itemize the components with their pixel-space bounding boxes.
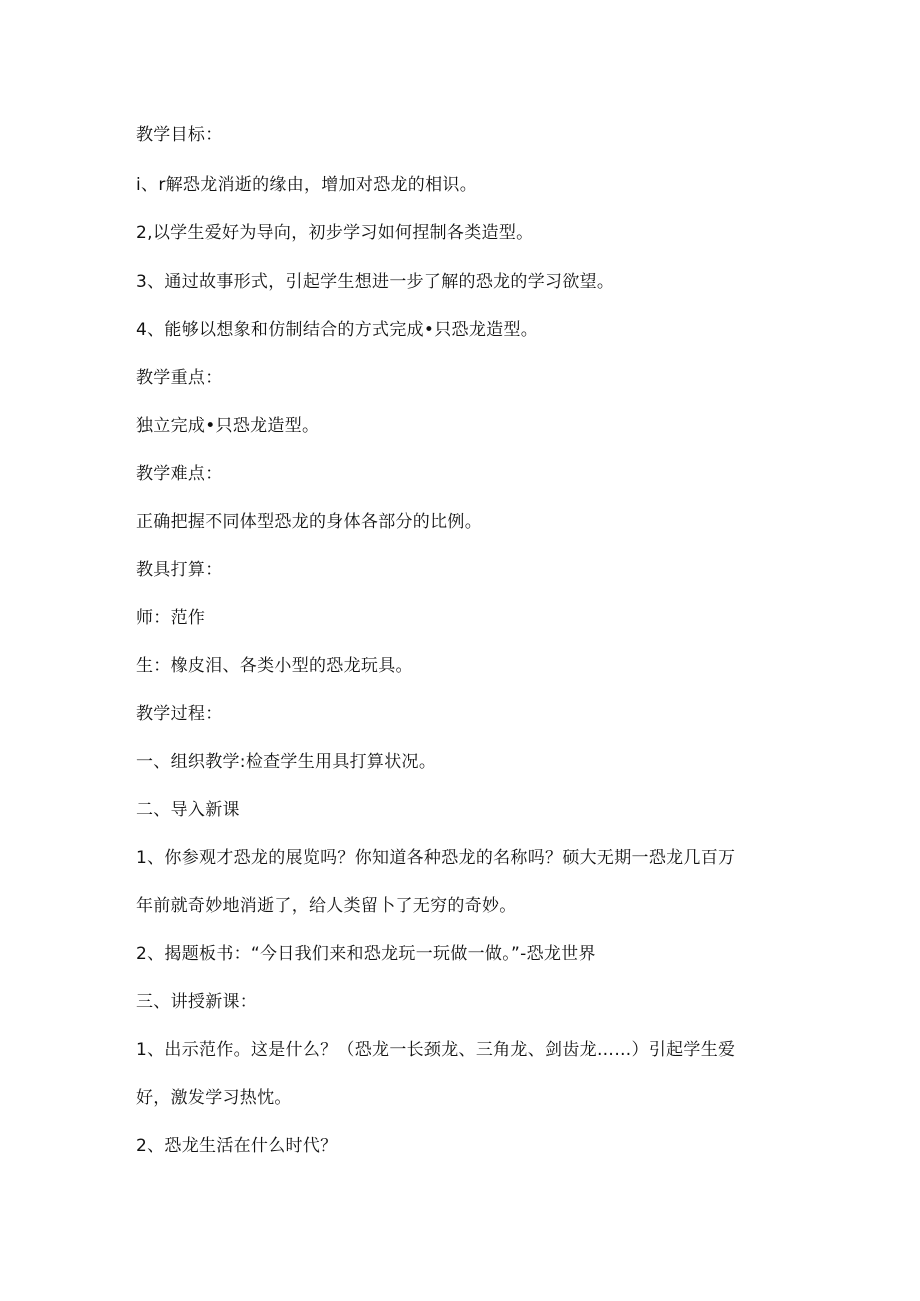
heading-teaching-process: 教学过程： bbox=[136, 704, 223, 724]
process-item-2-2: 2、揭题板书：“今日我们来和恐龙玩一玩做一做。”-恐龙世界 bbox=[136, 944, 596, 964]
heading-teaching-objectives: 教学目标： bbox=[136, 125, 223, 145]
objective-item-2: 2,以学生爱好为导向，初步学习如何捏制各类造型。 bbox=[136, 223, 534, 243]
process-item-2-1-cont: 年前就奇妙地消逝了，给人类留卜了无穷的奇妙。 bbox=[136, 896, 517, 916]
process-item-3-1: 1、出示范作。这是什么？（恐龙一长颈龙、三角龙、剑齿龙……）引起学生爱 bbox=[136, 1040, 736, 1060]
process-step-1: 一、组织教学:检查学生用具打算状况。 bbox=[136, 752, 437, 772]
process-step-2: 二、导入新课 bbox=[136, 800, 240, 820]
objective-item-3: 3、通过故事形式，引起学生想进一步了解的恐龙的学习欲望。 bbox=[136, 272, 615, 292]
process-step-3: 三、讲授新课： bbox=[136, 992, 258, 1012]
objective-item-1: i、r解恐龙消逝的缘由，增加对恐龙的相识。 bbox=[136, 175, 478, 195]
process-item-3-2: 2、恐龙生活在什么时代？ bbox=[136, 1136, 338, 1156]
process-item-3-1-cont: 好，激发学习热忱。 bbox=[136, 1088, 292, 1108]
heading-difficulties: 教学难点： bbox=[136, 464, 223, 484]
heading-teaching-aids: 教具打算： bbox=[136, 560, 223, 580]
heading-key-points: 教学重点： bbox=[136, 368, 223, 388]
teacher-aids-text: 师：范作 bbox=[136, 608, 206, 628]
difficulty-text: 正确把握不同体型恐龙的身体各部分的比例。 bbox=[136, 512, 482, 532]
process-item-2-1: 1、你参观才恐龙的展览吗？你知道各种恐龙的名称吗？硕大无期一恐龙几百万 bbox=[136, 848, 736, 868]
objective-item-4: 4、能够以想象和仿制结合的方式完成•只恐龙造型。 bbox=[136, 320, 539, 340]
key-point-text: 独立完成•只恐龙造型。 bbox=[136, 416, 320, 436]
student-aids-text: 生：橡皮泪、各类小型的恐龙玩具。 bbox=[136, 656, 413, 676]
